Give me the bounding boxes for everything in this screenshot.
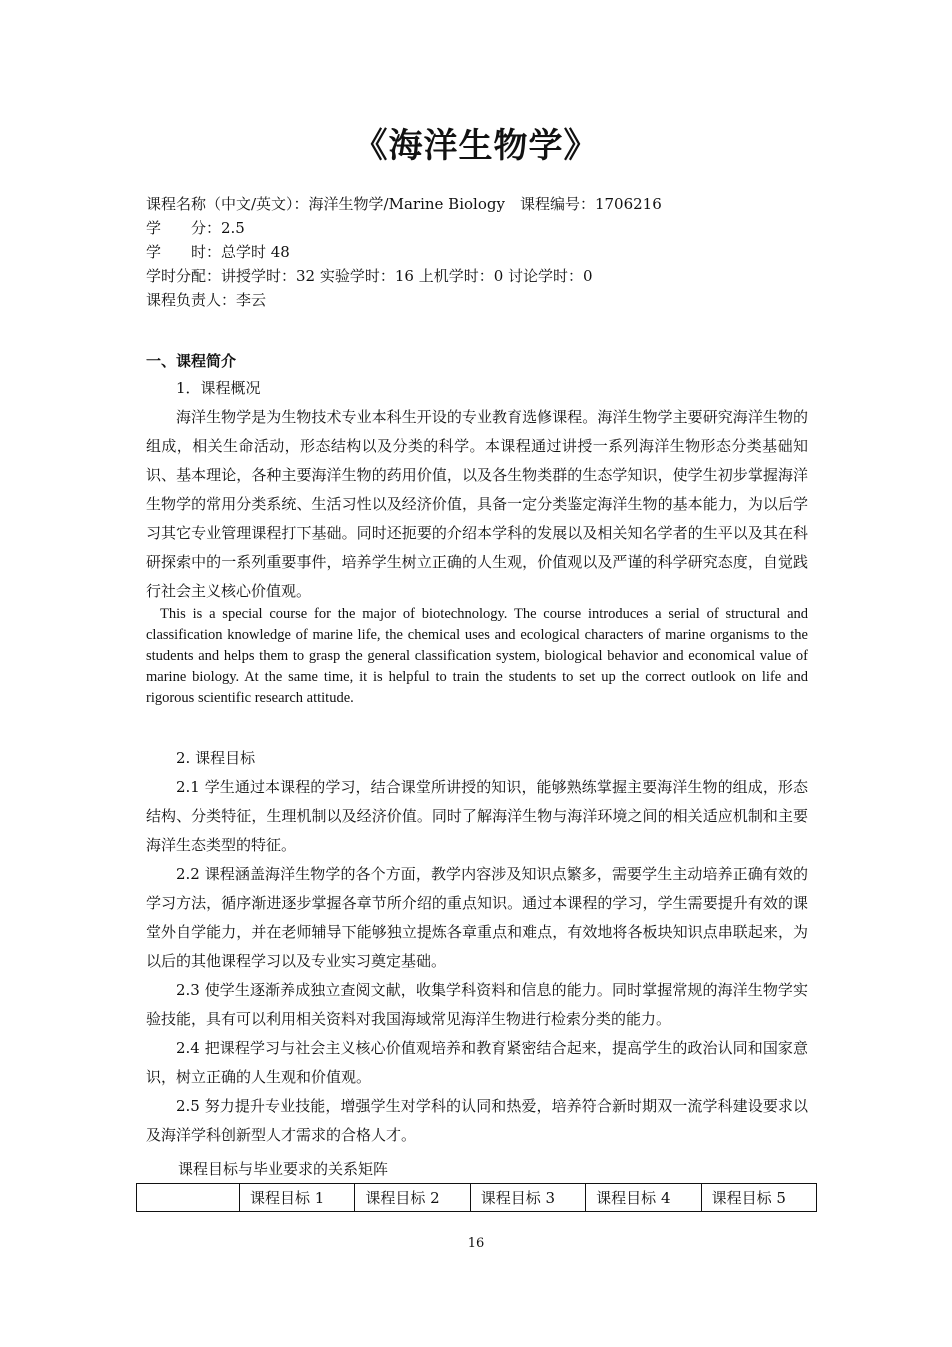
- table-header-cell: 课程目标 2: [355, 1184, 470, 1212]
- course-leader-line: 课程负责人：李云: [146, 291, 267, 309]
- table-header-cell: 课程目标 5: [701, 1184, 816, 1212]
- matrix-caption: 课程目标与毕业要求的关系矩阵: [178, 1160, 389, 1178]
- hours-distribution-line: 学时分配：讲授学时：32 实验学时：16 上机学时：0 讨论学时：0: [146, 267, 593, 285]
- overview-paragraph-cn: 海洋生物学是为生物技术专业本科生开设的专业教育选修课程。海洋生物学主要研究海洋生物的组成，相关生命活动，形态结构以及分类的科学。本课程通过讲授一系列海洋生物形态分类基础知识、基本理论，各种主要海洋生物的药用价值，以及各生物类群的生态学知识，使学生初步掌握海洋生物学的常用分类系统、生活习性以及经济价值，具备一定分类鉴定海洋生物的基本能力，为以后学习其它专业管理课程打下基础。同时还扼要的介绍本学科的发展以及相关知名学者的生平以及其在科研探索中的一系列重要事件，培养学生树立正确的人生观，价值观以及严谨的科学研究态度，自觉践行社会主义核心价值观。: [146, 408, 808, 600]
- goal-paragraph-2-2: 2.2 课程涵盖海洋生物学的各个方面，教学内容涉及知识点繁多，需要学生主动培养正确有效的学习方法，循序渐进逐步掌握各章节所介绍的重点知识。通过本课程的学习，学生需要提升有效的课堂外自学能力，并在老师辅导下能够独立提炼各章重点和难点，有效地将各板块知识点串联起来，为以后的其他课程学习以及专业实习奠定基础。: [146, 865, 808, 970]
- section-heading-intro: 一、课程简介: [146, 352, 237, 370]
- goal-paragraph-2-4: 2.4 把课程学习与社会主义核心价值观培养和教育紧密结合起来，提高学生的政治认同和国家意识，树立正确的人生观和价值观。: [146, 1039, 808, 1086]
- course-name-line: 课程名称（中文/英文）：海洋生物学/Marine Biology 课程编号：1706216: [146, 195, 662, 213]
- subheading-goals: 2. 课程目标: [176, 749, 256, 767]
- goal-paragraph-2-1: 2.1 学生通过本课程的学习，结合课堂所讲授的知识，能够熟练掌握主要海洋生物的组成，形态结构、分类特征，生理机制以及经济价值。同时了解海洋生物与海洋环境之间的相关适应机制和主要海洋生态类型的特征。: [146, 778, 808, 854]
- goals-requirements-matrix: [136, 1183, 817, 1212]
- table-header-cell: 课程目标 3: [470, 1184, 585, 1212]
- table-header-cell: 课程目标 1: [240, 1184, 355, 1212]
- table-header-cell: [137, 1184, 240, 1212]
- subheading-overview: 1．课程概况: [176, 379, 261, 397]
- course-info-block: [146, 192, 662, 312]
- table-header-cell: 课程目标 4: [586, 1184, 701, 1212]
- page-number: 16: [467, 1236, 485, 1251]
- goal-paragraph-2-3: 2.3 使学生逐渐养成独立查阅文献，收集学科资料和信息的能力。同时掌握常规的海洋生物学实验技能，具有可以利用相关资料对我国海域常见海洋生物进行检索分类的能力。: [146, 981, 808, 1028]
- credits-line: 学 分：2.5: [146, 219, 245, 237]
- goal-paragraph-2-5: 2.5 努力提升专业技能，增强学生对学科的认同和热爱，培养符合新时期双一流学科建设要求以及海洋学科创新型人才需求的合格人才。: [146, 1097, 808, 1144]
- document-title: 《海洋生物学》: [353, 126, 599, 166]
- overview-paragraph-en: This is a special course for the major of biotechnology. The course introduces a serial of structural and classification knowledge of marine life, the chemical uses and ecological characters of marine organisms to the students and helps them to grasp the general classification system, biological behavior and economical value of marine biology. At the same time, it is helpful to train the students to set up the correct outlook on life and rigorous scientific research attitude.: [146, 606, 808, 706]
- table-row: [137, 1184, 817, 1212]
- hours-line: 学 时：总学时 48: [146, 243, 290, 261]
